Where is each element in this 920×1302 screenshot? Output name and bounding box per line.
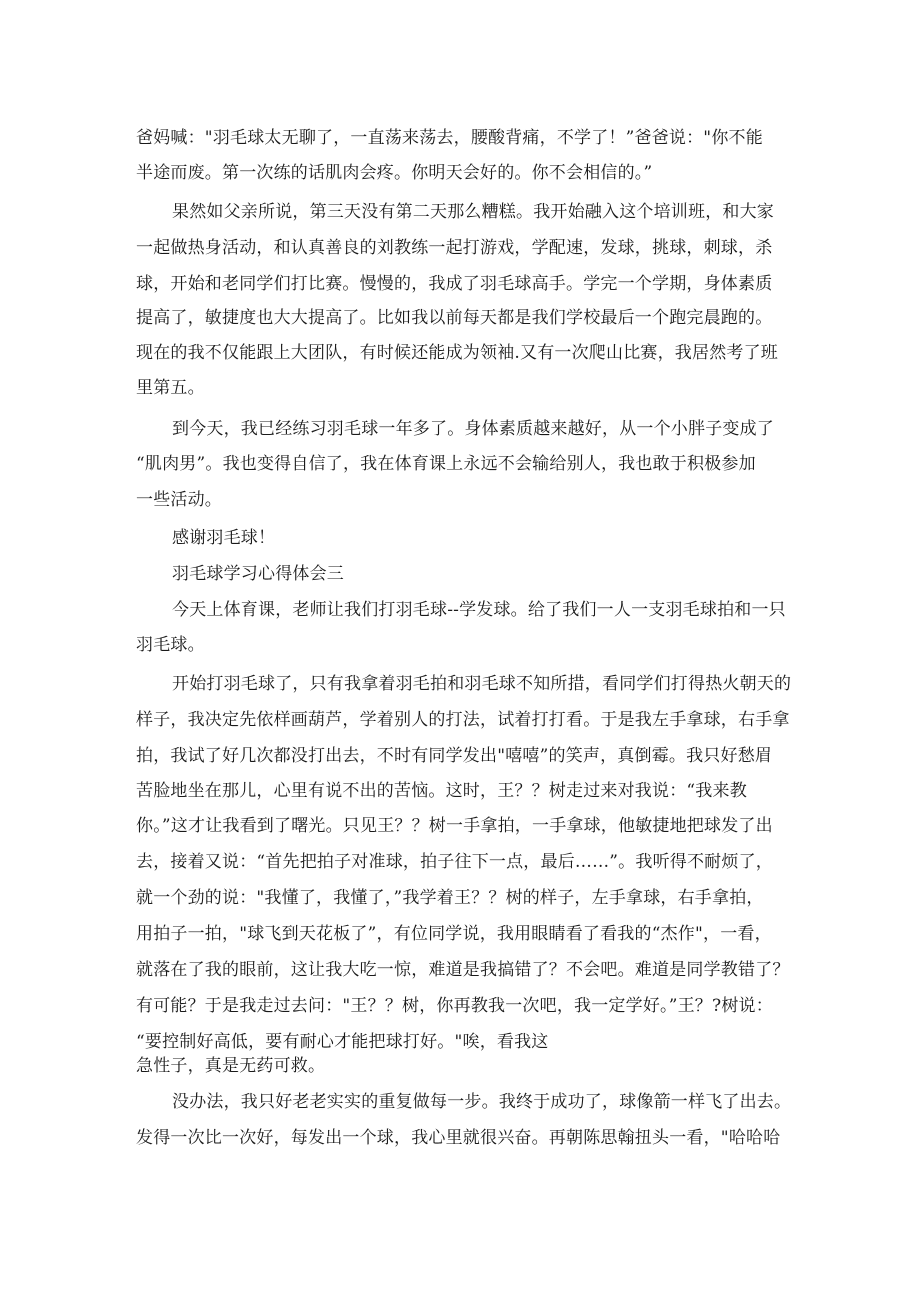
text-line: 发得一次比一次好，每发出一个球，我心里就很兴奋。再朝陈思翰扭头一看，"哈哈哈 bbox=[136, 1128, 781, 1148]
text-line: 用拍子一拍，"球飞到天花板了”，有位同学说，我用眼睛看了看我的“杰作"，一看， bbox=[136, 924, 772, 944]
text-line: 样子，我决定先依样画葫芦，学着别人的打法，试着打打看。于是我左手拿球，右手拿 bbox=[136, 710, 790, 730]
text-line: 就一个劲的说："我懂了，我懂了，”我学着王？？树的样子，左手拿球，右手拿拍， bbox=[136, 888, 764, 908]
text-line: 现在的我不仅能跟上大团队，有时候还能成为领袖.又有一次爬山比赛，我居然考了班 bbox=[136, 343, 779, 363]
text-line: 羽毛球。 bbox=[136, 635, 205, 655]
text-line: 到今天，我已经练习羽毛球一年多了。身体素质越来越好，从一个小胖子变成了 bbox=[172, 419, 774, 439]
text-line: 今天上体育课，老师让我们打羽毛球--学发球。给了我们一人一支羽毛球拍和一只 bbox=[172, 600, 786, 620]
section-heading: 羽毛球学习心得体会三 bbox=[172, 564, 344, 584]
text-line: 你。”这才让我看到了曙光。只见王？？树一手拿拍，一手拿球，他敏捷地把球发了出 bbox=[136, 816, 773, 836]
text-line: 果然如父亲所说，第三天没有第二天那么糟糕。我开始融入这个培训班，和大家 bbox=[172, 202, 774, 222]
text-line: 苦脸地坐在那儿，心里有说不出的苦恼。这时，王？？树走过来对我说：“我来教 bbox=[136, 781, 747, 801]
text-line: 没办法，我只好老老实实的重复做每一步。我终于成功了，球像箭一样飞了出去。 bbox=[172, 1092, 792, 1112]
text-line: “要控制好高低，要有耐心才能把球打好。"唉，看我这 bbox=[136, 1032, 549, 1052]
text-line: 爸妈喊："羽毛球太无聊了，一直荡来荡去，腰酸背痛，不学了！”爸爸说："你不能 bbox=[136, 128, 763, 148]
text-line: 一起做热身活动，和认真善良的刘教练一起打游戏，学配速，发球，挑球，刺球，杀 bbox=[136, 238, 773, 258]
text-line: “肌肉男”。我也变得自信了，我在体育课上永远不会输给别人，我也敢于积极参加 bbox=[136, 454, 756, 474]
text-line: 拍，我试了好几次都没打出去，不时有同学发出"嘻嘻”的笑声，真倒霉。我只好愁眉 bbox=[136, 746, 773, 766]
text-line: 感谢羽毛球！ bbox=[172, 528, 276, 548]
text-line: 半途而废。第一次练的话肌肉会疼。你明天会好的。你不会相信的。” bbox=[136, 163, 653, 183]
text-line: 开始打羽毛球了，只有我拿着羽毛拍和羽毛球不知所措，看同学们打得热火朝天的 bbox=[172, 674, 792, 694]
text-line: 提高了，敏捷度也大大提高了。比如我以前每天都是我们学校最后一个跑完晨跑的。 bbox=[136, 308, 773, 328]
text-line: 一些活动。 bbox=[136, 490, 222, 510]
text-line: 就落在了我的眼前，这让我大吃一惊，难道是我搞错了？不会吧。难道是同学教错了？ bbox=[136, 960, 790, 980]
text-line: 去，接着又说：“首先把拍子对准球，拍子往下一点，最后……”。我听得不耐烦了， bbox=[136, 852, 773, 872]
text-line: 里第五。 bbox=[136, 378, 205, 398]
text-line: 急性子，真是无药可救。 bbox=[136, 1056, 326, 1076]
text-line: 有可能？于是我走过去问："王？？树，你再教我一次吧，我一定学好。”王？?树说： bbox=[136, 996, 773, 1016]
text-line: 球，开始和老同学们打比赛。慢慢的，我成了羽毛球高手。学完一个学期，身体素质 bbox=[136, 274, 773, 294]
